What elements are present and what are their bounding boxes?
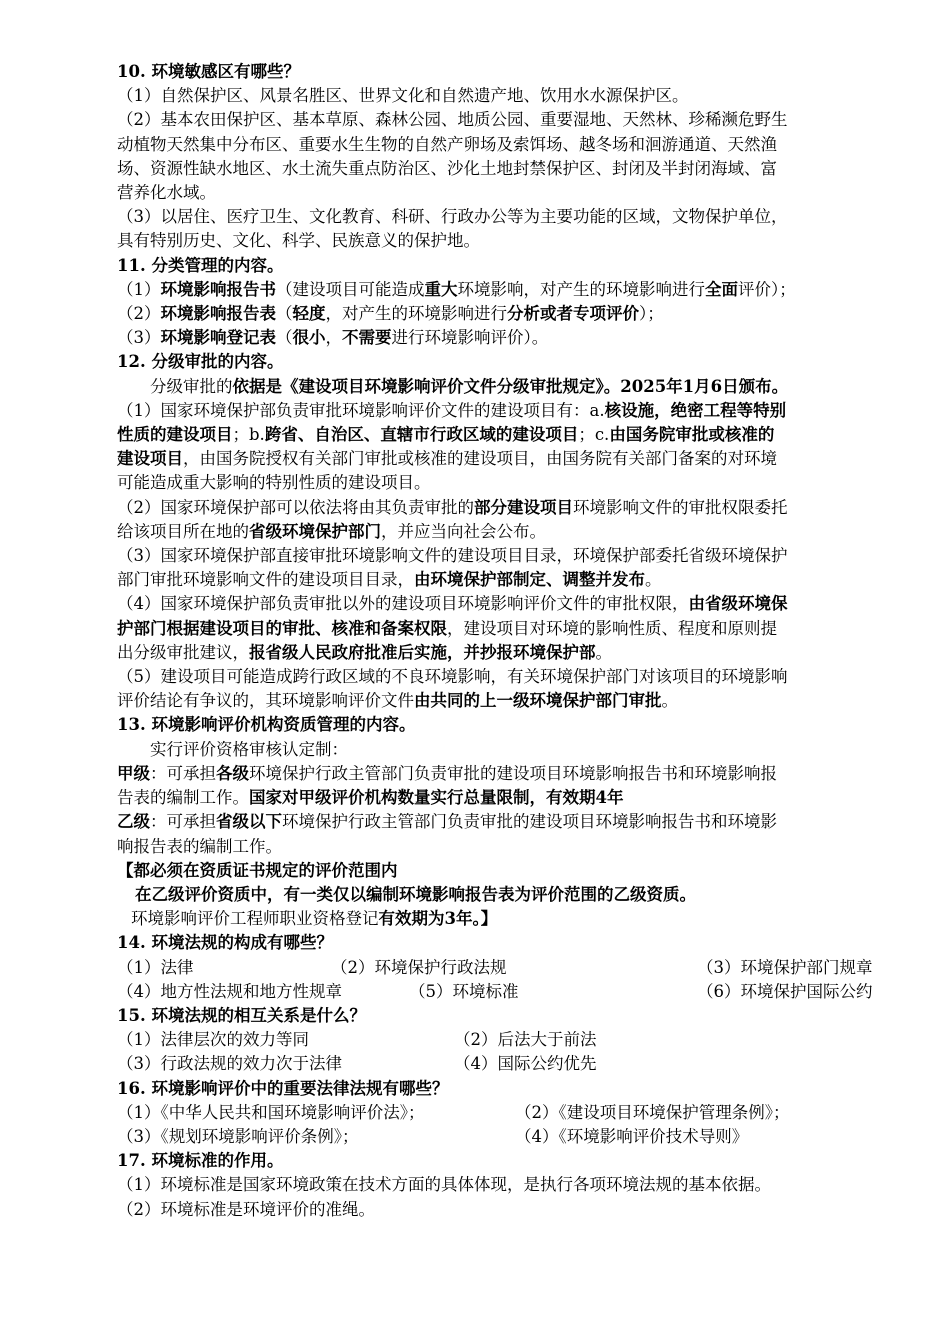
q16-row-2	[117, 1125, 897, 1149]
q11-title: 11. 分类管理的内容。	[117, 255, 284, 275]
q14-row-1	[117, 956, 897, 980]
q12-title: 12. 分级审批的内容。	[117, 352, 284, 372]
q11-item-1: （1）环境影响报告书（建设项目可能造成重大环境影响，对产生的环境影响进行全面评价）；	[117, 279, 796, 299]
q13-grade-b-line-1: 乙级：可承担省级以下环境保护行政主管部门负责审批的建设项目环境影响报告书和环境影	[117, 812, 777, 832]
q10-item-3-line-1: （3）以居住、医疗卫生、文化教育、科研、行政办公等为主要功能的区域，文物保护单位，	[117, 207, 788, 227]
q14-item: （2）环境保护行政法规	[331, 957, 507, 977]
q13-grade-a-line-1: 甲级：可承担各级环境保护行政主管部门负责审批的建设项目环境影响报告书和环境影响报	[117, 763, 777, 783]
q16-item: （4）《环境影响评价技术导则》	[515, 1126, 749, 1146]
q14-title: 14. 环境法规的构成有哪些？	[117, 933, 333, 953]
q17-title: 17. 环境标准的作用。	[117, 1151, 284, 1171]
q12-item-1-line-3: 建设项目，由国务院授权有关部门审批或核准的建设项目，由国务院有关部门备案的对环境	[117, 449, 777, 469]
q13-note-line-2: 在乙级评价资质中，有一类仅以编制环境影响报告表为评价范围的乙级资质。	[135, 884, 696, 904]
q12-item-2-line-1: （2）国家环境保护部可以依法将由其负责审批的部分建设项目环境影响文件的审批权限委托	[117, 497, 788, 517]
q14-item: （4）地方性法规和地方性规章	[117, 981, 342, 1001]
q16-row-1	[117, 1101, 897, 1125]
q12-basis: 分级审批的依据是《建设项目环境影响评价文件分级审批规定》。2025年1月6日颁布。	[150, 376, 789, 396]
q15-row-1	[117, 1028, 897, 1052]
q12-item-2-line-2: 给该项目所在地的省级环境保护部门，并应当向社会公布。	[117, 521, 546, 541]
q15-item: （1）法律层次的效力等同	[117, 1030, 309, 1050]
q11-item-3: （3）环境影响登记表（很小，不需要进行环境影响评价）。	[117, 328, 549, 348]
q16-item: （2）《建设项目环境保护管理条例》；	[515, 1102, 790, 1122]
q13-grade-b-line-2: 响报告表的编制工作。	[117, 836, 282, 856]
q10-item-2-line-4: 营养化水域。	[117, 183, 216, 203]
q10-item-1: （1）自然保护区、风景名胜区、世界文化和自然遗产地、饮用水水源保护区。	[117, 86, 689, 106]
q13-title: 13. 环境影响评价机构资质管理的内容。	[117, 715, 416, 735]
document-page	[117, 60, 897, 1222]
q17-item-2: （2）环境标准是环境评价的准绳。	[117, 1199, 375, 1219]
q12-item-1-line-4: 可能造成重大影响的特别性质的建设项目。	[117, 473, 431, 493]
q14-item: （3）环境保护部门规章	[697, 957, 873, 977]
q15-item: （4）国际公约优先	[454, 1054, 597, 1074]
q12-item-3-line-1: （3）国家环境保护部直接审批环境影响文件的建设项目目录，环境保护部委托省级环境保护	[117, 546, 788, 566]
q12-item-5-line-2: 评价结论有争议的，其环境影响评价文件由共同的上一级环境保护部门审批。	[117, 691, 678, 711]
q10-item-3-line-2: 具有特别历史、文化、科学、民族意义的保护地。	[117, 231, 480, 251]
q15-title: 15. 环境法规的相互关系是什么？	[117, 1005, 366, 1025]
q15-item: （3）行政法规的效力次于法律	[117, 1054, 342, 1074]
q14-row-2	[117, 980, 897, 1004]
q14-item: （6）环境保护国际公约	[697, 981, 873, 1001]
q10-item-2-line-1: （2）基本农田保护区、基本草原、森林公园、地质公园、重要湿地、天然林、珍稀濒危野生	[117, 110, 788, 130]
q14-item: （1）法律	[117, 957, 194, 977]
q13-note-line-1: 【都必须在资质证书规定的评价范围内	[117, 860, 398, 880]
q14-item: （5）环境标准	[409, 981, 519, 1001]
q10-item-2-line-2: 动植物天然集中分布区、重要水生生物的自然产卵场及索饵场、越冬场和洄游通道、天然渔	[117, 134, 777, 154]
q12-item-5-line-1: （5）建设项目可能造成跨行政区域的不良环境影响，有关环境保护部门对该项目的环境影响	[117, 667, 788, 687]
q10-item-2-line-3: 场、资源性缺水地区、水土流失重点防治区、沙化土地封禁保护区、封闭及半封闭海域、富	[117, 158, 777, 178]
q10-title: 10. 环境敏感区有哪些？	[117, 62, 300, 81]
q15-item: （2）后法大于前法	[454, 1030, 597, 1050]
q12-item-4-line-1: （4）国家环境保护部负责审批以外的建设项目环境影响评价文件的审批权限，由省级环境保	[117, 594, 788, 614]
q16-title: 16. 环境影响评价中的重要法律法规有哪些？	[117, 1078, 449, 1098]
q13-grade-a-line-2: 告表的编制工作。国家对甲级评价机构数量实行总量限制，有效期4年	[117, 788, 624, 808]
q12-item-1-line-1: （1）国家环境保护部负责审批环境影响评价文件的建设项目有：a.核设施，绝密工程等特别	[117, 400, 787, 420]
q12-item-3-line-2: 部门审批环境影响文件的建设项目目录，由环境保护部制定、调整并发布。	[117, 570, 662, 590]
q13-intro: 实行评价资格审核认定制：	[150, 739, 348, 759]
q16-item: （1）《中华人民共和国环境影响评价法》；	[117, 1102, 425, 1122]
q12-item-4-line-3: 出分级审批建议，报省级人民政府批准后实施，并抄报环境保护部。	[117, 642, 612, 662]
q12-item-4-line-2: 护部门根据建设项目的审批、核准和备案权限，建设项目对环境的影响性质、程度和原则提	[117, 618, 777, 638]
q17-item-1: （1）环境标准是国家环境政策在技术方面的具体体现，是执行各项环境法规的基本依据。	[117, 1175, 771, 1195]
q12-item-1-line-2: 性质的建设项目；b.跨省、自治区、直辖市行政区域的建设项目；c.由国务院审批或核准的	[117, 425, 775, 445]
q13-note-line-3: 环境影响评价工程师职业资格登记有效期为3年。】	[131, 909, 498, 929]
q15-row-2	[117, 1052, 897, 1076]
q11-item-2: （2）环境影响报告表（轻度，对产生的环境影响进行分析或者专项评价）；	[117, 304, 664, 324]
q16-item: （3）《规划环境影响评价条例》；	[117, 1126, 359, 1146]
